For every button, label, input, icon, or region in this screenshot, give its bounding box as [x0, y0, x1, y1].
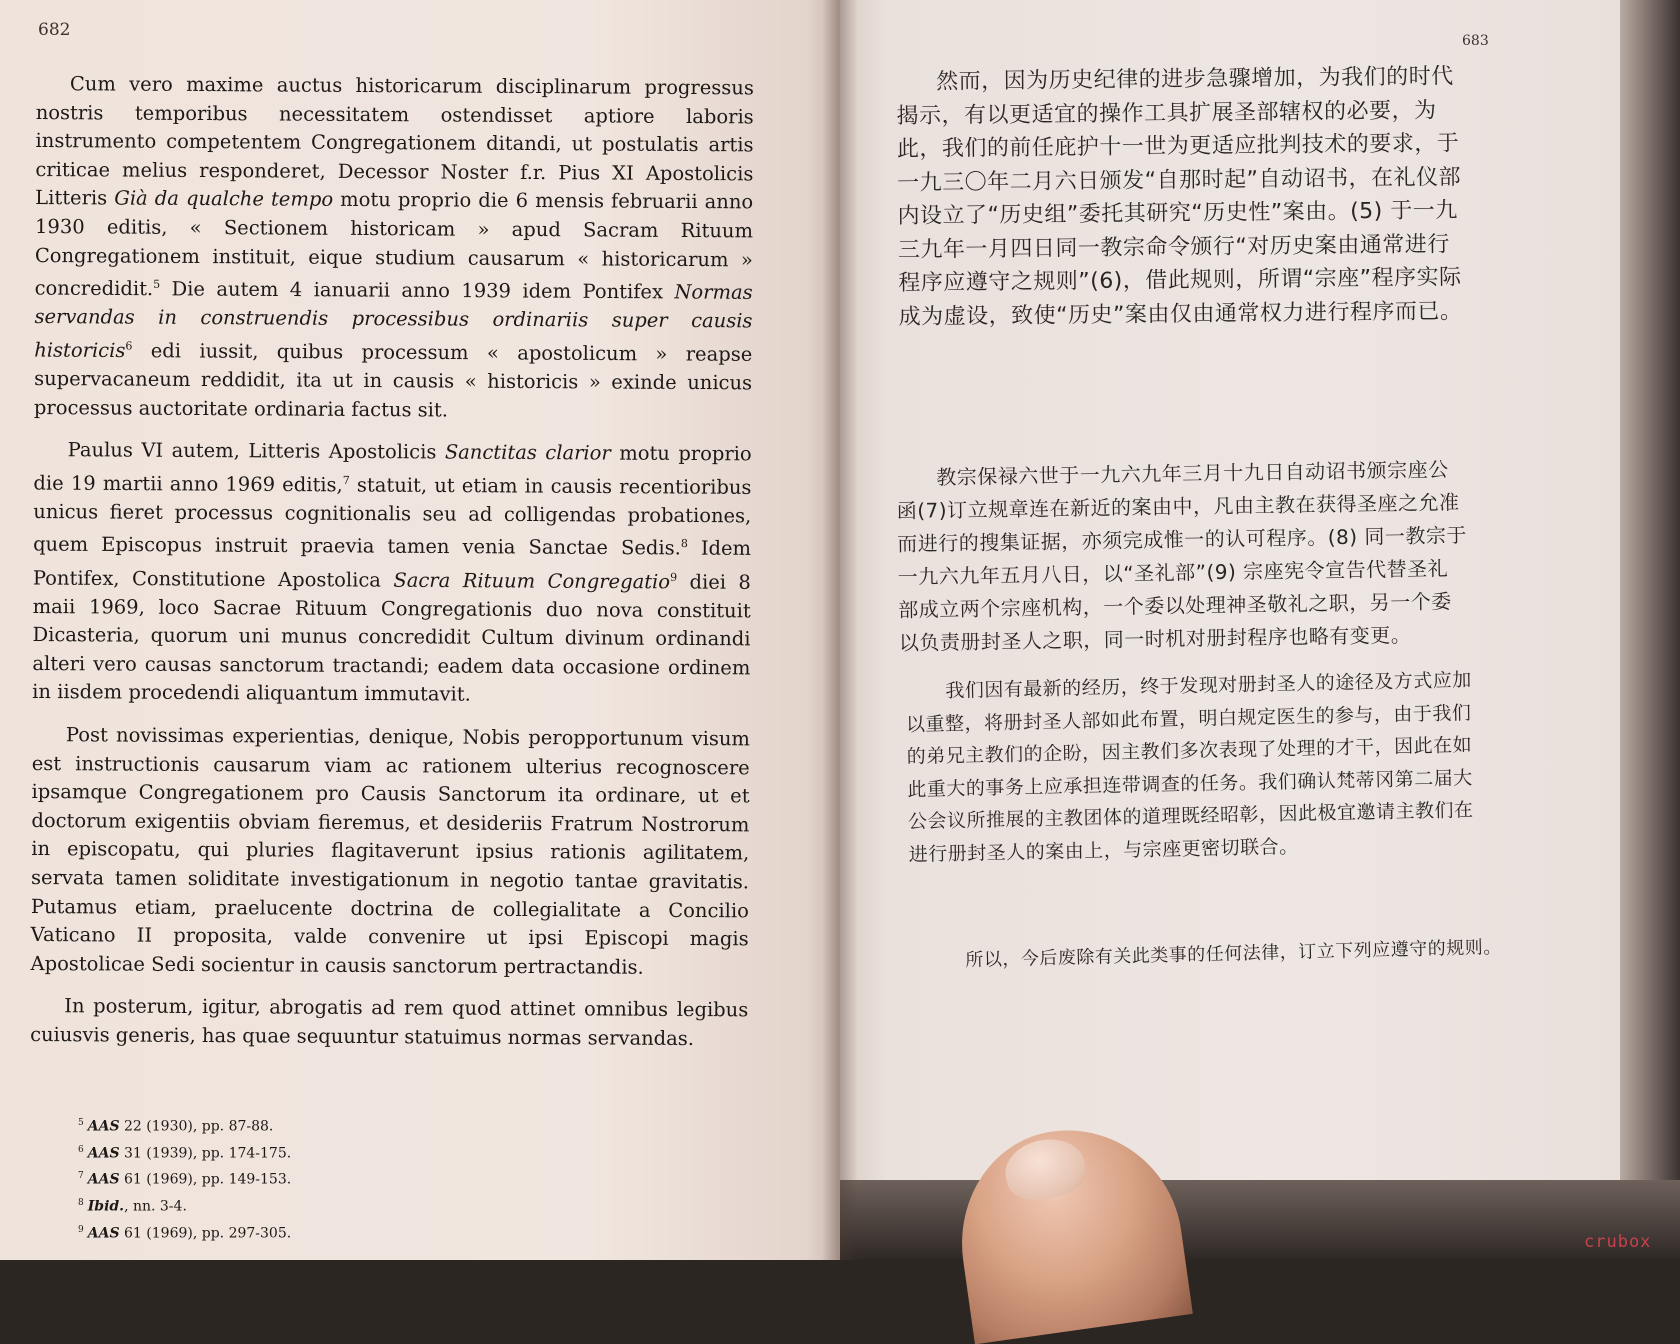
text-run: Cum vero maxime auctus historicarum disciplinarum progressus nostris temporibus necessitatem ostendisset aptiore laboris instrumento competentem Congregationem ditandi, ut postulatis artis criticae melius responderet, Decessor Noster f.r. Pius XI Apostolicis Litteris [35, 72, 754, 210]
footnote-citation: 22 (1930), pp. 87-88. [119, 1118, 274, 1135]
right-page-number: 683 [1462, 33, 1489, 49]
footnote-citation: 61 (1969), pp. 149-153. [119, 1171, 292, 1188]
watermark: crubox [1584, 1232, 1652, 1252]
footnote-citation: 61 (1969), pp. 297-305. [119, 1225, 292, 1242]
text-run: statuit, ut etiam in causis recentioribus unicus fieret processus cognitionalis seu ad colligendas probationes, quem Episcopus instruit praevia tamen venia Sanctae Sedis. [33, 473, 752, 560]
footnote-number: 6 [78, 1144, 84, 1155]
chinese-paragraph-3: 我们因有最新的经历，终于发现对册封圣人的途径及方式应加以重整，将册封圣人部如此布置，明白规定医生的参与，由于我们的弟兄主教们的企盼，因主教们多次表现了处理的才干，因此在如此重大的事务上应承担连带调查的任务。我们确认梵蒂冈第二届大公会议所推展的主教团体的道理既经昭彰，因此极宜邀请主教们在进行册封圣人的案由上，与宗座更密切联合。 [905, 669, 1474, 866]
italic-title: Normas servandas in construendis processibus ordinariis super causis historicis [34, 280, 753, 362]
footnote-citation: 31 (1939), pp. 174-175. [119, 1145, 292, 1162]
footnote-ref: 7 [342, 473, 350, 487]
footnote-source: AAS [87, 1118, 120, 1135]
text-run: edi iussit, quibus processum « apostolicum » reapse supervacaneum reddidit, ita ut in causis « historicis » exinde unicus processus auctoritate ordinaria factus sit. [33, 338, 753, 422]
footnote-ref: 6 [125, 339, 133, 353]
footnote-number: 8 [78, 1197, 84, 1208]
latin-paragraph-1 [34, 70, 754, 427]
footnotes [78, 1112, 478, 1245]
italic-title: Sanctitas clarior [444, 440, 611, 465]
text-run: motu proprio die 19 martii anno 1969 editis, [33, 441, 752, 497]
footnote-number: 5 [78, 1118, 84, 1128]
text-run: motu proprio die 6 mensis februarii anno 1930 editis, « Sectionem historicam » apud Sacram Rituum Congregationem instituit, eique studium causarum « historicarum » concredidit. [34, 188, 754, 301]
footnote-7 [78, 1165, 478, 1192]
text-run: Post novissimas experientias, denique, Nobis peropportunum visum est instructionis causarum viam ac rationem ulterius recognoscere ipsamque Congregationem pro Causis Sanctorum ita ordinare, ut et doctorum exigentiis obviam fieremus, et desideriis Fratrum Nostrorum in episcopatu, qui pluries flagitaverunt ipsius rationis agilitatem, servata tamen soliditate investigationum in negotio tantae gravitatis. Putamus etiam, praelucente doctrina de collegialitate a Concilio Vaticano II proposita, valde convenire ut ipsi Episcopi magis Apostolicae Sedi socientur in causis sanctorum pertractandis. [30, 723, 750, 979]
footnote-source: Ibid. [87, 1198, 125, 1215]
italic-title: Già da qualche tempo [114, 186, 334, 212]
text-run: diei 8 maii 1969, loco Sacrae Rituum Congregationis duo nova constituit Dicasteria, quorum uni munus concredidit Cultum divinum ordinandi alteri vero causas sanctorum tractandi; eadem data occasione ordinem in iisdem procedendi aliquantum immutavit. [32, 569, 751, 707]
book-gutter [822, 0, 858, 1260]
left-page-number: 682 [38, 20, 71, 40]
latin-paragraph-3 [30, 721, 750, 983]
chinese-paragraph-4: 所以，今后废除有关此类事的任何法律，订立下列应遵守的规则。 [965, 936, 1502, 971]
latin-paragraph-2 [32, 436, 752, 711]
footnote-number: 7 [78, 1171, 84, 1182]
text-run: Paulus VI autem, Litteris Apostolicis [67, 438, 445, 464]
footnote-source: AAS [87, 1225, 120, 1242]
footnote-9 [78, 1219, 478, 1246]
left-page [0, 0, 840, 1260]
chinese-paragraph-2: 教宗保禄六世于一九六九年三月十九日自动诏书颁宗座公函(7)订立规章连在新近的案由中，凡由主教在获得圣座之允准而进行的搜集证据，亦须完成惟一的认可程序。(8) 同一教宗于一九六九年五月八日，以“圣礼部”(9) 宗座宪令宣告代替圣礼部成立两个宗座机构，一个委以处理神圣敬礼之职，另一个委以负责册封圣人之职，同一时机对册封程序也略有变更。 [896, 457, 1468, 655]
chinese-paragraph-1: 然而，因为历史纪律的进步急骤增加，为我们的时代揭示，有以更适宜的操作工具扩展圣部辖权的必要，为此，我们的前任庇护十一世为更适应批判技术的要求，于一九三〇年二月六日颁发“自那时起”自动诏书，在礼仪部内设立了“历史组”委托其研究“历史性”案由。(5) 于一九三九年一月四日同一教宗命令颁行“对历史案由通常进行程序应遵守之规则”(6)，借此规则，所谓“宗座”程序实际成为虚设，致使“历史”案由仅由通常权力进行程序而已。 [896, 64, 1463, 330]
text-run: Idem Pontifex, Constitutione Apostolica [32, 536, 752, 592]
footnote-source: AAS [87, 1171, 120, 1188]
footnote-number: 9 [78, 1224, 84, 1235]
footnote-source: AAS [87, 1145, 120, 1162]
footnote-6 [78, 1139, 478, 1166]
footnote-ref: 8 [680, 537, 688, 551]
text-run: In posterum, igitur, abrogatis ad rem quod attinet omnibus legibus cuiusvis generis, has quae sequuntur statuimus normas servandas. [30, 994, 749, 1050]
footnote-ref: 5 [153, 277, 161, 291]
page-edge [1620, 0, 1680, 1260]
latin-text [30, 70, 754, 1068]
footnote-5 [78, 1112, 478, 1139]
footnote-citation: , nn. 3-4. [124, 1198, 187, 1215]
latin-paragraph-4 [30, 992, 748, 1054]
footnote-ref: 9 [670, 570, 678, 584]
text-run: Die autem 4 ianuarii anno 1939 idem Pontifex [160, 277, 675, 304]
italic-title: Sacra Rituum Congregatio [393, 568, 671, 593]
footnote-8 [78, 1192, 478, 1219]
